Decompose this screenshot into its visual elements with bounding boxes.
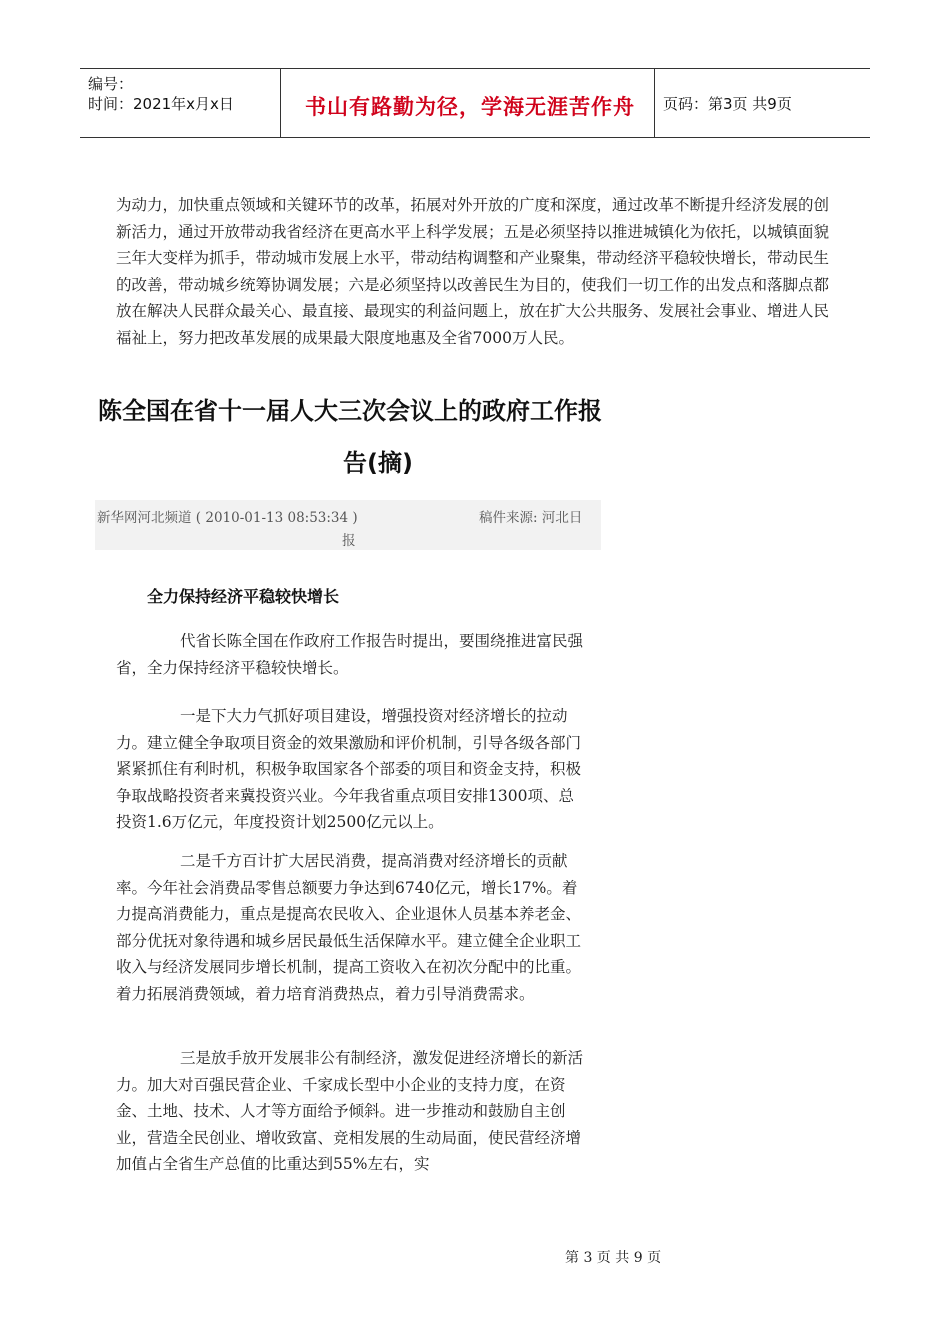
article-meta (95, 500, 601, 550)
paragraph (116, 703, 586, 836)
paragraph-text: 一是下大力气抓好项目建设，增强投资对经济增长的拉动力。建立健全争取项目资金的效果激励和评价机制，引导各级各部门紧紧抓住有利时机，积极争取国家各个部委的项目和资金支持，积极争取战略投资者来冀投资兴业。今年我省重点项目安排1300项、总投资1.6万亿元，年度投资计划2500亿元以上。 (116, 707, 582, 831)
time-label: 时间：2021年x月x日 (88, 95, 234, 113)
motto: 书山有路勤为径，学海无涯苦作舟 (305, 95, 635, 119)
paragraph-text: 代省长陈全国在作政府工作报告时提出，要围绕推进富民强省，全力保持经济平稳较快增长。 (116, 632, 584, 677)
article-title-line1: 陈全国在省十一届人大三次会议上的政府工作报 (98, 397, 602, 425)
page-footer: 第 3 页 共 9 页 (565, 1250, 662, 1266)
meta-source: 新华网河北频道 ( 2010-01-13 08:53:34 ) (97, 510, 358, 526)
paragraph (116, 628, 586, 681)
number-label: 编号： (88, 75, 134, 93)
header-table (80, 68, 870, 138)
motto-cell (280, 69, 655, 137)
meta-from-cont: 报 (342, 533, 356, 549)
paragraph (116, 1045, 586, 1178)
paragraph-text: 二是千方百计扩大居民消费，提高消费对经济增长的贡献率。今年社会消费品零售总额要力争达到6740亿元，增长17%。着力提高消费能力，重点是提高农民收入、企业退休人员基本养老金、部分优抚对象待遇和城乡居民最低生活保障水平。建立健全企业职工收入与经济发展同步增长机制，提高工资收入在初次分配中的比重。着力拓展消费领域，着力培育消费热点，着力引导消费需求。 (116, 852, 582, 1003)
article-title-line2: 告(摘) (343, 449, 413, 477)
paragraph (116, 848, 586, 1007)
header-meta-cell (80, 69, 280, 137)
meta-from: 稿件来源: 河北日 (479, 510, 583, 526)
article-title (98, 385, 608, 489)
section-subtitle: 全力保持经济平稳较快增长 (147, 587, 340, 606)
paragraph-text: 三是放手放开发展非公有制经济，激发促进经济增长的新活力。加大对百强民营企业、千家成长型中小企业的支持力度，在资金、土地、技术、人才等方面给予倾斜。进一步推动和鼓励自主创业，营造全民创业、增收致富、竞相发展的生动局面，使民营经济增加值占全省生产总值的比重达到55%左右，实 (116, 1049, 584, 1173)
page-info: 页码：第3页 共9页 (663, 95, 792, 113)
intro-paragraph: 为动力，加快重点领域和关键环节的改革，拓展对外开放的广度和深度，通过改革不断提升经济发展的创新活力，通过开放带动我省经济在更高水平上科学发展；五是必须坚持以推进城镇化为依托，以城镇面貌三年大变样为抓手，带动城市发展上水平，带动结构调整和产业聚集，带动经济平稳较快增长，带动民生的改善，带动城乡统筹协调发展；六是必须坚持以改善民生为目的，使我们一切工作的出发点和落脚点都放在解决人民群众最关心、最直接、最现实的利益问题上，放在扩大公共服务、发展社会事业、增进人民福祉上，努力把改革发展的成果最大限度地惠及全省7000万人民。 (116, 196, 830, 347)
